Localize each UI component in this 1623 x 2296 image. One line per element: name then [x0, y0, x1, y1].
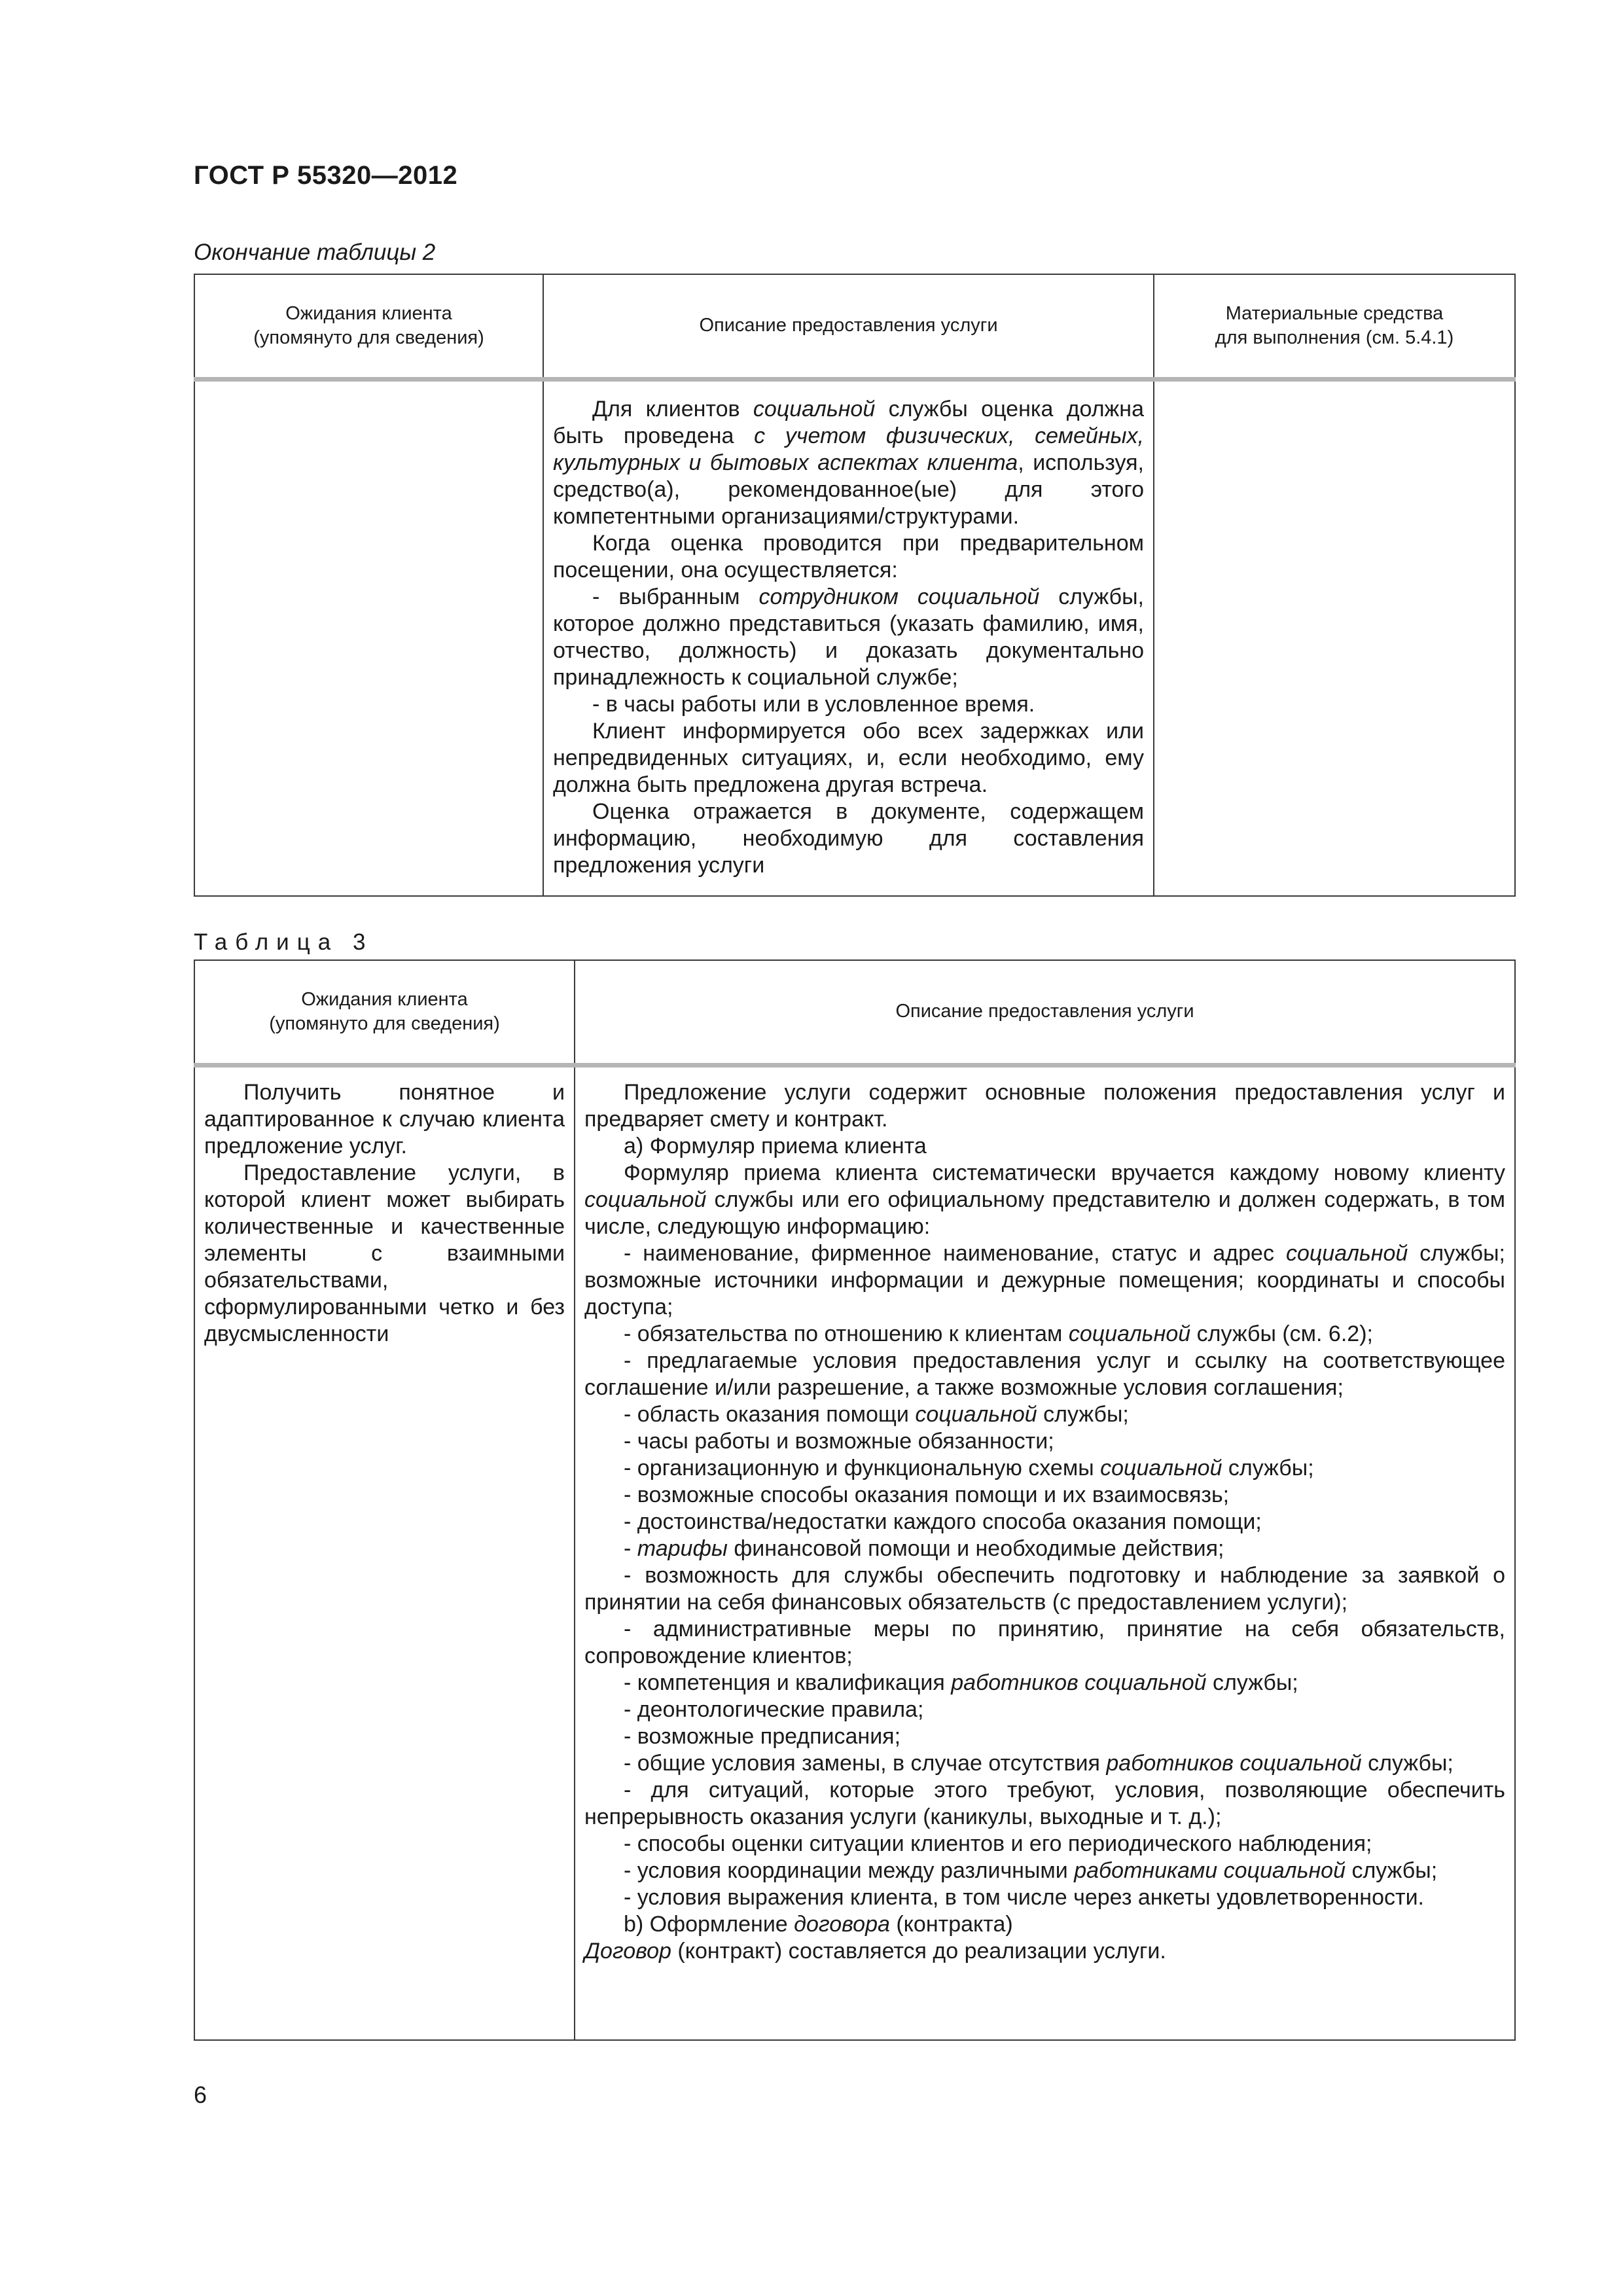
description-paragraph [553, 798, 1144, 879]
paragraph-text: - условия выражения клиента, в том числе через анкеты удовлетворенности. [624, 1884, 1425, 1910]
expectation-item: Предоставление услуги, в которой клиент может выбирать количественные и качественные элементы с взаимными обязательствами, сформулированными четко и без двусмысленности [204, 1160, 565, 1346]
table3-expectations-body [195, 1067, 574, 1354]
table2-description-body [544, 382, 1153, 886]
description-paragraph [584, 1857, 1505, 1884]
description-paragraph [584, 1938, 1505, 1965]
emphasis-text: договора [794, 1911, 890, 1937]
paragraph-text: , используя, средство(а), рекомендованное(ые) для этого компетентными организациями/структурами. [553, 450, 1144, 529]
table2-caption: Окончание таблицы 2 [194, 240, 436, 265]
table3-cell-description [575, 1065, 1515, 2040]
description-paragraph [584, 1777, 1505, 1831]
emphasis-text: работников социальной [1106, 1750, 1362, 1776]
table2-header-expectations: Ожидания клиента (упомянуто для сведения) [194, 274, 543, 379]
description-paragraph [584, 1321, 1505, 1348]
paragraph-text: - выбранным [592, 584, 759, 609]
paragraph-text: (контракта) [889, 1911, 1013, 1937]
paragraph-text: - достоинства/недостатки каждого способа оказания помощи; [624, 1509, 1262, 1534]
description-paragraph [584, 1831, 1505, 1857]
description-paragraph [553, 396, 1144, 530]
document-header: ГОСТ Р 55320—2012 [194, 161, 458, 190]
paragraph-text: службы; [1206, 1670, 1298, 1695]
paragraph-text: - условия координации между различными [624, 1857, 1075, 1883]
description-paragraph [553, 718, 1144, 798]
emphasis-text: работниками социальной [1074, 1857, 1346, 1883]
description-paragraph [584, 1160, 1505, 1240]
table2-header-description: Описание предоставления услуги [543, 274, 1154, 379]
paragraph-text: Клиент информируется обо всех задержках или непредвиденных ситуациях, и, если необходимо, ему должна быть предложена другая встреча. [553, 718, 1144, 797]
paragraph-text: - для ситуаций, которые этого требуют, условия, позволяющие обеспечить непрерывность оказания услуги (каникулы, выходные и т. д.); [584, 1777, 1505, 1829]
table3-caption: Таблица 3 [194, 929, 374, 955]
table2-cell-expectations [194, 379, 543, 896]
description-paragraph [584, 1428, 1505, 1455]
paragraph-text: - предлагаемые условия предоставления услуг и ссылку на соответствующее соглашение и/или разрешение, а также возможные условия соглашения; [584, 1348, 1505, 1400]
description-paragraph [584, 1455, 1505, 1482]
description-paragraph [584, 1401, 1505, 1428]
table3-header-description: Описание предоставления услуги [575, 960, 1515, 1065]
description-paragraph [584, 1616, 1505, 1670]
paragraph-text: - возможность для службы обеспечить подготовку и наблюдение за заявкой о принятии на себя финансовых обязательств (с предоставлением услуги); [584, 1562, 1505, 1615]
emphasis-text: Договор [584, 1938, 671, 1964]
description-paragraph [584, 1723, 1505, 1750]
description-paragraph [553, 691, 1144, 718]
emphasis-text: сотрудником социальной [758, 584, 1040, 609]
page-number: 6 [194, 2081, 207, 2108]
paragraph-text: - возможные способы оказания помощи и их взаимосвязь; [624, 1482, 1230, 1507]
emphasis-text: социальной [753, 396, 876, 422]
table3-cell-expectations [194, 1065, 575, 2040]
description-paragraph [584, 1911, 1505, 1938]
emphasis-text: социальной [1100, 1455, 1222, 1480]
table3-description-body [575, 1067, 1514, 1971]
table3-header-expectations: Ожидания клиента (упомянуто для сведения) [194, 960, 575, 1065]
paragraph-text: службы оценка должна быть проведена [553, 396, 1144, 448]
paragraph-text: Для клиентов [592, 396, 753, 422]
description-paragraph [584, 1750, 1505, 1777]
paragraph-text: финансовой помощи и необходимые действия; [727, 1535, 1224, 1561]
emphasis-text: социальной [584, 1187, 707, 1212]
paragraph-text: Предложение услуги содержит основные положения предоставления услуг и предваряет смету и контракт. [584, 1079, 1505, 1132]
table2-cell-resources [1154, 379, 1515, 896]
description-paragraph [584, 1884, 1505, 1911]
table-3 [194, 960, 1516, 2041]
description-paragraph [584, 1240, 1505, 1321]
description-paragraph [584, 1670, 1505, 1696]
description-paragraph [584, 1133, 1505, 1160]
paragraph-text: службы, которое должно представиться (указать фамилию, имя, отчество, должность) и доказать документально принадлежность к социальной службе; [553, 584, 1144, 690]
emphasis-text: с учетом физических, семейных, культурных и бытовых аспектах клиента [553, 423, 1144, 475]
emphasis-text: тарифы [637, 1535, 728, 1561]
paragraph-text: - обязательства по отношению к клиентам [624, 1321, 1069, 1346]
paragraph-text: службы или его официальному представителю и должен содержать, в том числе, следующую информацию: [584, 1187, 1505, 1239]
emphasis-text: работников социальной [951, 1670, 1207, 1695]
paragraph-text: - [624, 1535, 637, 1561]
paragraph-text: - общие условия замены, в случае отсутствия [624, 1750, 1107, 1776]
expectation-item: Получить понятное и адаптированное к случаю клиента предложение услуг. [204, 1079, 565, 1158]
description-paragraph [553, 530, 1144, 584]
paragraph-text: службы (см. 6.2); [1190, 1321, 1373, 1346]
paragraph-text: (контракт) составляется до реализации услуги. [671, 1938, 1166, 1964]
paragraph-text: - деонтологические правила; [624, 1696, 924, 1722]
paragraph-text: службы; [1346, 1857, 1438, 1883]
description-paragraph [584, 1562, 1505, 1616]
description-paragraph [584, 1348, 1505, 1401]
description-paragraph [553, 584, 1144, 691]
paragraph-text: Формуляр приема клиента систематически вручается каждому новому клиенту [624, 1160, 1505, 1185]
paragraph-text: службы; [1222, 1455, 1314, 1480]
paragraph-text: - в часы работы или в условленное время. [592, 691, 1035, 717]
emphasis-text: социальной [1068, 1321, 1191, 1346]
table2-header-resources: Материальные средства для выполнения (см. 5.4.1) [1154, 274, 1515, 379]
description-paragraph [584, 1482, 1505, 1509]
emphasis-text: социальной [1285, 1240, 1408, 1266]
description-paragraph [584, 1535, 1505, 1562]
table2-cell-description [543, 379, 1154, 896]
paragraph-text: b) Оформление [624, 1911, 794, 1937]
paragraph-text: - административные меры по принятию, принятие на себя обязательств, сопровождение клиентов; [584, 1616, 1505, 1668]
description-paragraph [584, 1509, 1505, 1535]
paragraph-text: службы; возможные источники информации и дежурные помещения; координаты и способы доступа; [584, 1240, 1505, 1319]
paragraph-text: Когда оценка проводится при предварительном посещении, она осуществляется: [553, 530, 1144, 583]
paragraph-text: службы; [1037, 1401, 1129, 1427]
table-2 [194, 274, 1516, 897]
paragraph-text: службы; [1361, 1750, 1454, 1776]
paragraph-text: - организационную и функциональную схемы [624, 1455, 1101, 1480]
description-paragraph [584, 1696, 1505, 1723]
emphasis-text: социальной [915, 1401, 1037, 1427]
paragraph-text: Оценка отражается в документе, содержащем информацию, необходимую для составления предложения услуги [553, 798, 1144, 878]
paragraph-text: - часы работы и возможные обязанности; [624, 1428, 1054, 1454]
paragraph-text: - способы оценки ситуации клиентов и его периодического наблюдения; [624, 1831, 1372, 1856]
paragraph-text: - наименование, фирменное наименование, статус и адрес [624, 1240, 1286, 1266]
paragraph-text: - компетенция и квалификация [624, 1670, 952, 1695]
paragraph-text: а) Формуляр приема клиента [624, 1133, 927, 1158]
description-paragraph [584, 1079, 1505, 1133]
paragraph-text: - возможные предписания; [624, 1723, 901, 1749]
paragraph-text: - область оказания помощи [624, 1401, 916, 1427]
